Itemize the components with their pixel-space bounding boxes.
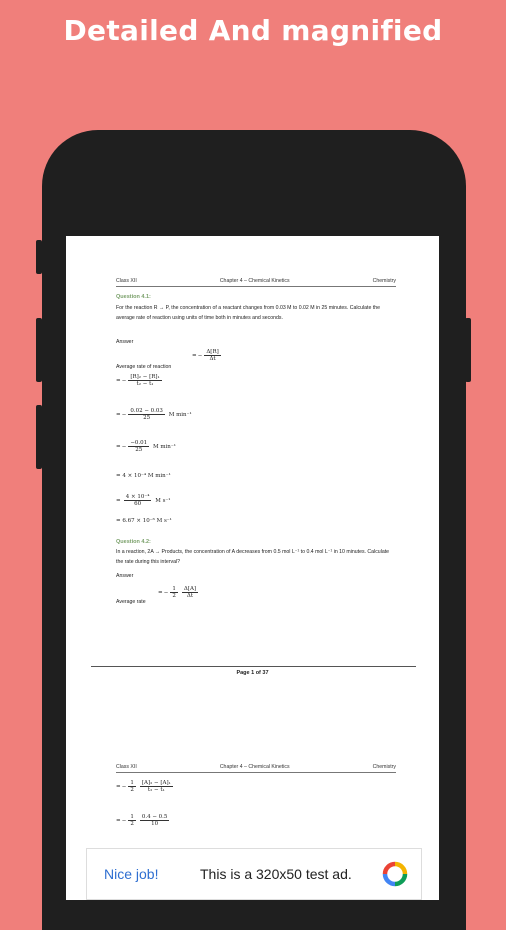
ad-text[interactable]: This is a 320x50 test ad.: [200, 866, 352, 882]
equation-denominator: t₂ − t₁: [147, 787, 165, 793]
equation-numerator: 0.4 − 0.5: [141, 814, 168, 820]
equation: = − $\frac{1}{2}$ $\frac{\text{[A]₂ − [A]₁}}{\text{t₂ − t₁}}$: [116, 780, 171, 793]
equation: = − $\frac{0.02 - 0.03}{25}$ M min⁻¹: [116, 408, 192, 421]
equation: = − $\frac{\text{[R]₂ − [R]₁}}{\text{t₂ − t₁}}$: [116, 374, 160, 387]
equation-numerator: 4 × 10⁻⁴: [125, 494, 150, 500]
question-title: Question 4.1:: [116, 294, 151, 300]
equation: = 6.67 × 10⁻⁶ M s⁻¹: [116, 518, 172, 524]
equation-unit: M min⁻¹: [168, 412, 192, 418]
equation-numerator: [A]₂ − [A]₁: [141, 780, 171, 786]
question-text: For the reaction R → P, the concentration of a reactant changes from 0.03 M to 0.02 M in 25 minutes. Calculate the average rate of reaction using units of time both in minutes and seconds.: [116, 305, 381, 321]
header-class: Class XII: [116, 764, 137, 770]
average-rate-label: Average rate: [116, 599, 146, 605]
question-text: In a reaction, 2A → Products, the concentration of A decreases from 0.5 mol L⁻¹ to 0.4 mol L⁻¹ in 10 minutes. Calculate the rate during this interval?: [116, 549, 390, 565]
phone-side-button: [36, 405, 42, 469]
equation: = − $\frac{-0.01}{25}$ M min⁻¹: [116, 440, 176, 453]
equation-denominator: 2: [130, 787, 134, 793]
header-subject: Chemistry: [372, 764, 396, 770]
equation-denominator: 2: [130, 821, 134, 827]
equation: = − $\frac{1}{2}$ $\frac{\Delta[A]}{\Delta t}$: [158, 586, 197, 599]
page-number: Page 1 of 37: [236, 670, 269, 676]
document-viewer[interactable]: [66, 236, 439, 900]
equation-denominator: 2: [172, 593, 176, 599]
equation-denominator: 60: [134, 501, 142, 507]
ad-banner[interactable]: [86, 848, 422, 900]
equation-numerator: Δ[R]: [206, 349, 219, 355]
equation-unit: M min⁻¹: [152, 444, 176, 450]
equation-denominator: 25: [135, 447, 143, 453]
header-class: Class XII: [116, 278, 137, 284]
page-footer-divider: [91, 666, 416, 667]
page-header: [116, 764, 396, 773]
equation-denominator: Δt: [209, 356, 216, 362]
equation-denominator: Δt: [186, 593, 194, 599]
average-rate-label: Average rate of reaction: [116, 364, 172, 370]
equation-denominator: 25: [143, 415, 151, 421]
question-title: Question 4.2:: [116, 539, 151, 545]
adchoices-logo-icon[interactable]: [382, 861, 408, 887]
equation-numerator: Δ[A]: [183, 586, 197, 592]
equation: = 4 × 10⁻⁴ M min⁻¹: [116, 473, 171, 479]
phone-side-button: [36, 240, 42, 274]
equation: = − $\frac{1}{2}$ $\frac{0.4 - 0.5}{10}$: [116, 814, 168, 827]
headline: Detailed And magnified: [63, 14, 443, 47]
ad-headline[interactable]: Nice job!: [104, 866, 159, 882]
equation-denominator: t₂ − t₁: [136, 381, 154, 387]
answer-label: Answer: [116, 573, 134, 579]
equation-unit: M s⁻¹: [155, 498, 171, 504]
equation-numerator: 1: [130, 780, 134, 786]
answer-label: Answer: [116, 339, 134, 345]
equation-numerator: −0.01: [130, 440, 148, 446]
phone-side-button: [465, 318, 471, 382]
equation-numerator: [R]₂ − [R]₁: [130, 374, 160, 380]
phone-side-button: [36, 318, 42, 382]
header-chapter: Chapter 4 – Chemical Kinetics: [219, 764, 290, 770]
page-header: [116, 278, 396, 287]
equation-numerator: 1: [172, 586, 176, 592]
equation: = $\frac{\text{4 × 10⁻⁴}}{60}$ M s⁻¹: [116, 494, 171, 507]
equation-denominator: 10: [151, 821, 159, 827]
header-chapter: Chapter 4 – Chemical Kinetics: [219, 278, 290, 284]
equation-numerator: 1: [130, 814, 134, 820]
equation-numerator: 0.02 − 0.03: [130, 408, 163, 414]
header-subject: Chemistry: [372, 278, 396, 284]
equation: = − $\frac{\Delta[R]}{\Delta t}$: [192, 349, 219, 362]
